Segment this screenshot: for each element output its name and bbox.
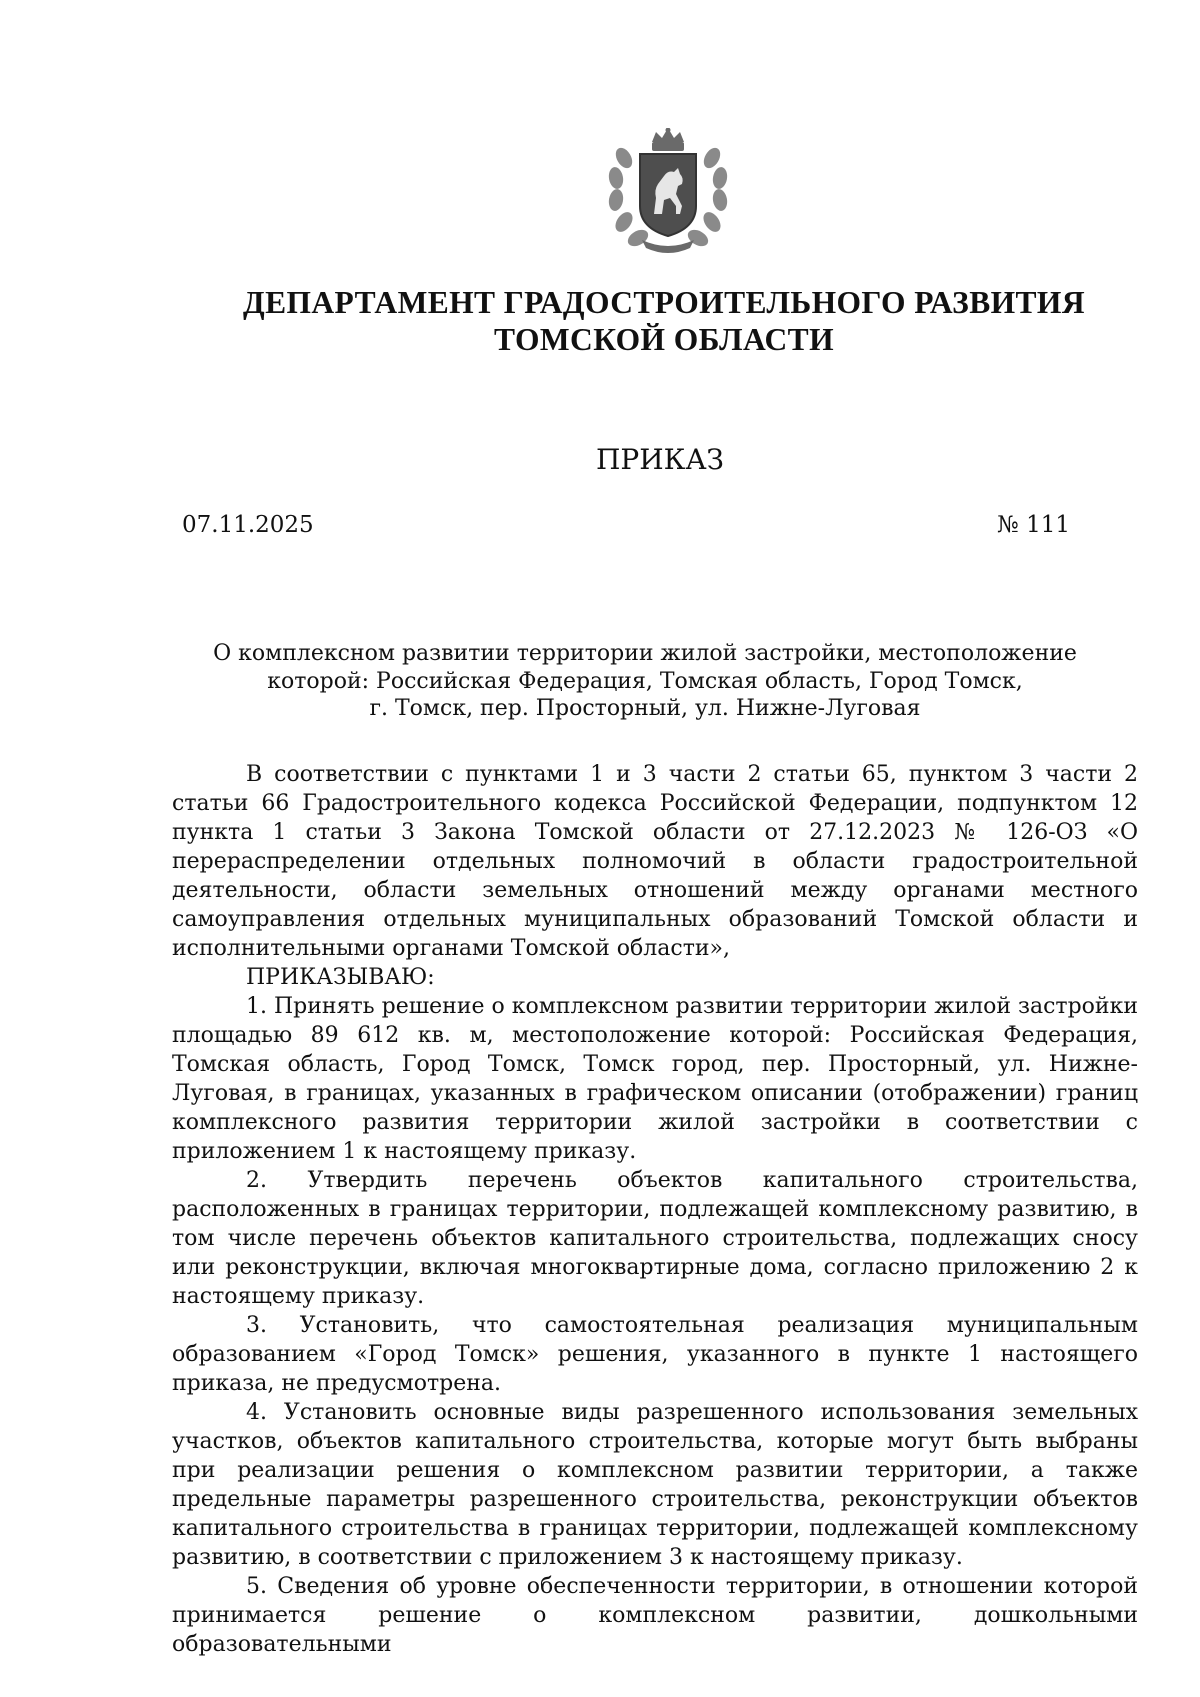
document-body	[172, 760, 1138, 1659]
subject-line: О комплексном развитии территории жилой застройки, местоположение	[213, 641, 1077, 666]
subject-line: которой: Российская Федерация, Томская область, Город Томск,	[267, 668, 1023, 694]
order-item-2: 2. Утвердить перечень объектов капитального строительства, расположенных в границах территории, подлежащей комплексному развитию, в том числе перечень объектов капитального строительства, подлежащих сносу или реконструкции, включая многоквартирные дома, согласно приложению 2 к настоящему приказу.	[172, 1168, 1138, 1309]
document-subject	[170, 640, 1120, 723]
order-item-4: 4. Установить основные виды разрешенного использования земельных участков, объектов капитального строительства, которые могут быть выбраны при реализации решения о комплексном развитии территории, а также предельные параметры разрешенного строительства, реконструкции объектов капитального строительства в границах территории, подлежащей комплексному развитию, в соответствии с приложением 3 к настоящему приказу.	[172, 1400, 1138, 1570]
tomsk-coat-of-arms-icon	[598, 128, 738, 256]
document-date: 07.11.2025	[182, 512, 314, 538]
document-number: № 111	[997, 512, 1070, 538]
order-item-3: 3. Установить, что самостоятельная реализация муниципальным образованием «Город Томск» решения, указанного в пункте 1 настоящего приказа, не предусмотрена.	[172, 1313, 1138, 1396]
preamble-paragraph: В соответствии с пунктами 1 и 3 части 2 статьи 65, пунктом 3 части 2 статьи 66 Градостроительного кодекса Российской Федерации, подпунктом 12 пункта 1 статьи 3 Закона Томской области от 27.12.2023 № 126-ОЗ «О перераспределении отдельных полномочий в области градостроительной деятельности, области земельных отношений между органами местного самоуправления отдельных муниципальных образований Томской области и исполнительными органами Томской области»,	[172, 762, 1138, 961]
order-item-1: 1. Принять решение о комплексном развитии территории жилой застройки площадью 89 612 кв. м, местоположение которой: Российская Федерация, Томская область, Город Томск, Томск город, пер. Просторный, ул. Нижне-Луговая, в границах, указанных в графическом описании (отображении) границ комплексного развития территории жилой застройки в соответствии с приложением 1 к настоящему приказу.	[172, 994, 1138, 1164]
department-name-line1: ДЕПАРТАМЕНТ ГРАДОСТРОИТЕЛЬНОГО РАЗВИТИЯ	[243, 285, 1085, 320]
decree-word: ПРИКАЗЫВАЮ:	[246, 965, 435, 990]
department-name-line2: ТОМСКОЙ ОБЛАСТИ	[494, 322, 834, 357]
subject-line: г. Томск, пер. Просторный, ул. Нижне-Луговая	[369, 696, 921, 721]
document-type: ПРИКАЗ	[596, 443, 724, 476]
order-item-5: 5. Сведения об уровне обеспеченности территории, в отношении которой принимается решение о комплексном развитии, дошкольными образовательными	[172, 1574, 1138, 1657]
